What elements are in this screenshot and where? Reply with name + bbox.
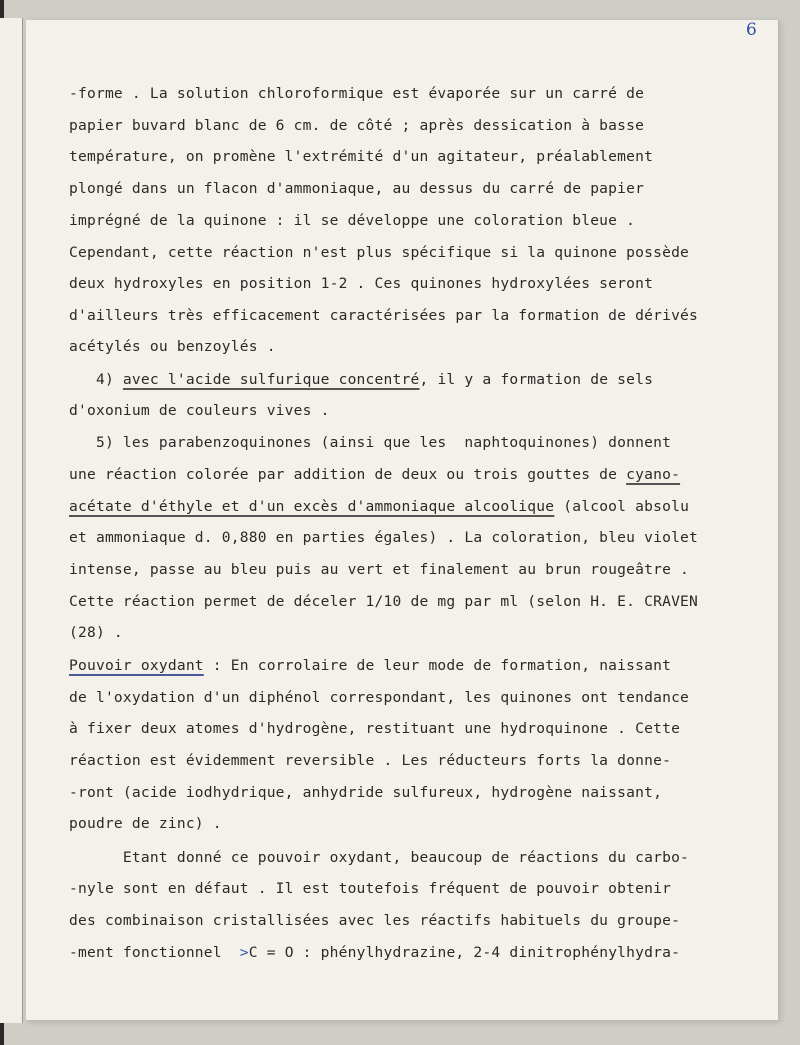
- typewritten-page: [26, 20, 778, 1020]
- text-body: [26, 20, 778, 1020]
- text-line: une réaction colorée par addition de deux ou trois gouttes de cyano-: [69, 466, 681, 483]
- text-line: imprégné de la quinone : il se développe une coloration bleue .: [69, 212, 636, 229]
- text-line: et ammoniaque d. 0,880 en parties égales) . La coloration, bleu violet: [69, 529, 699, 546]
- text-line: Cette réaction permet de déceler 1/10 de mg par ml (selon H. E. CRAVEN: [69, 593, 699, 610]
- text-line: intense, passe au bleu puis au vert et finalement au brun rougeâtre .: [69, 561, 690, 578]
- text-line: deux hydroxyles en position 1-2 . Ces quinones hydroxylées seront: [69, 275, 654, 292]
- text-line: acétate d'éthyle et d'un excès d'ammoniaque alcoolique (alcool absolu: [69, 498, 690, 515]
- text-line: température, on promène l'extrémité d'un agitateur, préalablement: [69, 148, 654, 165]
- underlined-phrase: avec l'acide sulfurique concentré: [122, 371, 420, 388]
- section-heading: Pouvoir oxydant: [69, 657, 204, 674]
- text-line: -forme . La solution chloroformique est évaporée sur un carré de: [69, 85, 645, 102]
- text-line: plongé dans un flacon d'ammoniaque, au dessus du carré de papier: [69, 180, 645, 197]
- page-number: 6: [746, 20, 757, 40]
- facing-page-edge: [0, 18, 23, 1023]
- handwritten-bracket: >: [239, 944, 249, 961]
- text-line: réaction est évidemment reversible . Les réducteurs forts la donne-: [69, 752, 672, 769]
- text-line: des combinaison cristallisées avec les réactifs habituels du groupe-: [69, 912, 681, 929]
- text-line: papier buvard blanc de 6 cm. de côté ; après dessication à basse: [69, 117, 645, 134]
- text-line: de l'oxydation d'un diphénol correspondant, les quinones ont tendance: [69, 689, 690, 706]
- text-line: acétylés ou benzoylés .: [69, 338, 276, 355]
- text-line: d'oxonium de couleurs vives .: [69, 402, 330, 419]
- text-line-paragraph-start: Etant donné ce pouvoir oxydant, beaucoup de réactions du carbo-: [69, 849, 690, 866]
- text-line-item-5: 5) les parabenzoquinones (ainsi que les naphtoquinones) donnent: [69, 434, 672, 451]
- underlined-phrase: cyano-: [626, 466, 681, 483]
- text-line: -nyle sont en défaut . Il est toutefois fréquent de pouvoir obtenir: [69, 880, 672, 897]
- text-line: poudre de zinc) .: [69, 815, 222, 832]
- text-line: -ront (acide iodhydrique, anhydride sulfureux, hydrogène naissant,: [69, 784, 663, 801]
- text-line-item-4: 4) avec l'acide sulfurique concentré, il y a formation de sels: [69, 371, 654, 388]
- underlined-phrase: acétate d'éthyle et d'un excès d'ammoniaque alcoolique: [69, 498, 555, 515]
- text-line: Cependant, cette réaction n'est plus spécifique si la quinone possède: [69, 244, 690, 261]
- text-line: (28) .: [69, 624, 123, 641]
- text-line: -ment fonctionnel >C = O : phénylhydrazine, 2-4 dinitrophénylhydra-: [69, 944, 681, 961]
- section-heading-line: Pouvoir oxydant : En corrolaire de leur mode de formation, naissant: [69, 657, 672, 674]
- text-line: à fixer deux atomes d'hydrogène, restituant une hydroquinone . Cette: [69, 720, 681, 737]
- text-line: d'ailleurs très efficacement caractérisées par la formation de dérivés: [69, 307, 699, 324]
